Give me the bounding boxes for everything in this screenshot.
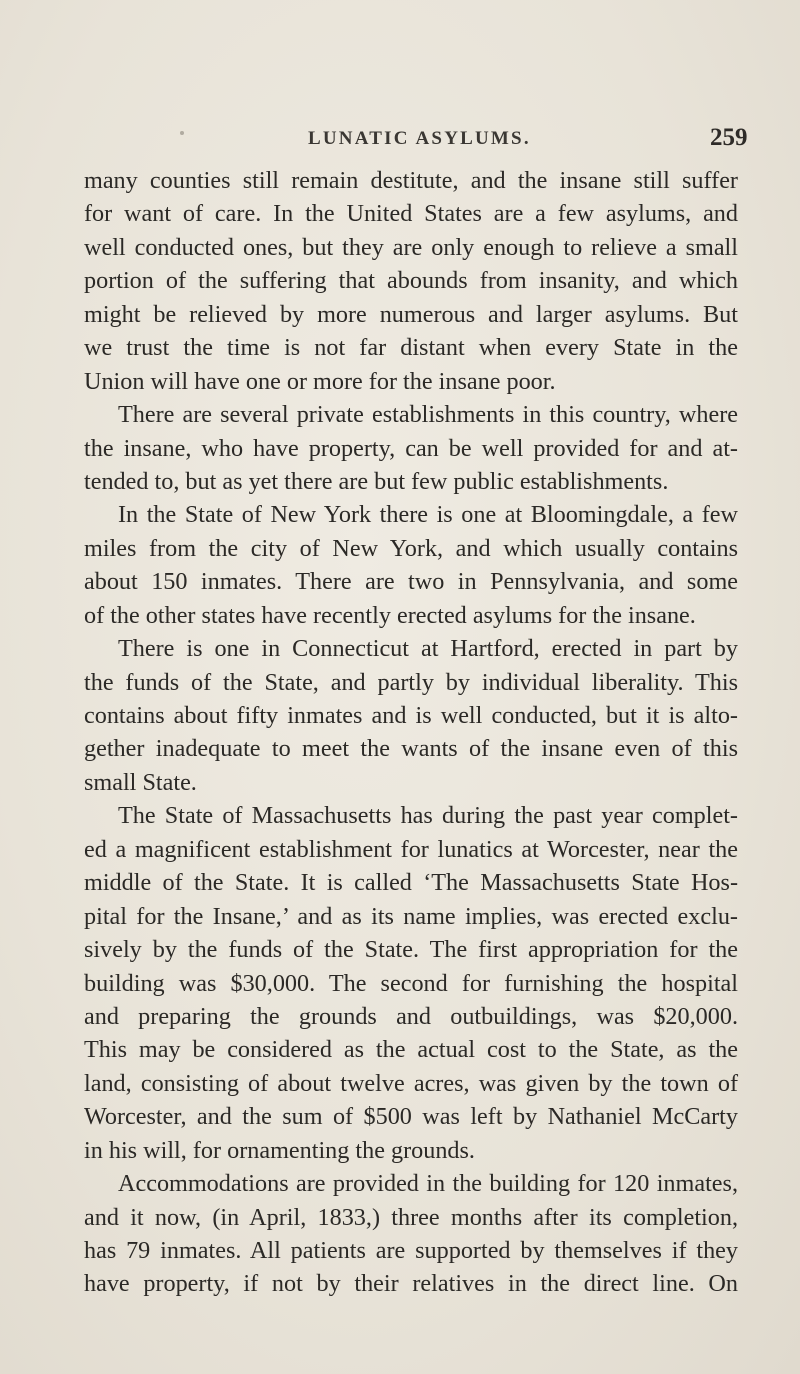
text-line: has 79 inmates. All patients are supported by themselves if they bbox=[84, 1237, 738, 1264]
text-line: of the other states have recently erected asylums for the insane. bbox=[84, 601, 696, 629]
page-number: 259 bbox=[710, 124, 748, 151]
text-line: in his will, for ornamenting the grounds. bbox=[84, 1136, 475, 1164]
text-line: This may be considered as the actual cost to the State, as the bbox=[84, 1036, 738, 1064]
text-line: land, consisting of about twelve acres, was given by the town of bbox=[84, 1069, 738, 1097]
text-line: might be relieved by more numerous and larger asylums. But bbox=[84, 300, 738, 328]
text-line: contains about fifty inmates and is well conducted, but it is alto- bbox=[84, 702, 738, 729]
text-line: Accommodations are provided in the building for 120 inmates, bbox=[118, 1170, 738, 1198]
text-line: There are several private establishments in this country, where bbox=[118, 401, 738, 429]
text-line: Union will have one or more for the insane poor. bbox=[84, 367, 556, 395]
text-line: pital for the Insane,’ and as its name implies, was erected exclu- bbox=[84, 902, 738, 930]
body-text bbox=[84, 164, 738, 1301]
text-line: and preparing the grounds and outbuildings, was $20,000. bbox=[84, 1002, 738, 1030]
text-line: the insane, who have property, can be well provided for and at- bbox=[84, 434, 738, 462]
text-line: for want of care. In the United States are a few asylums, and bbox=[84, 200, 738, 228]
text-line: Worcester, and the sum of $500 was left by Nathaniel McCarty bbox=[84, 1103, 738, 1131]
text-line: well conducted ones, but they are only enough to relieve a small bbox=[84, 233, 738, 261]
text-line: The State of Massachusetts has during the past year complet- bbox=[118, 802, 738, 830]
text-line: building was $30,000. The second for furnishing the hospital bbox=[84, 969, 738, 997]
text-line: we trust the time is not far distant when every State in the bbox=[84, 334, 738, 362]
text-line: small State. bbox=[84, 768, 197, 796]
text-line: the funds of the State, and partly by individual liberality. This bbox=[84, 668, 738, 696]
text-line: ed a magnificent establishment for lunatics at Worcester, near the bbox=[84, 835, 738, 863]
text-line: portion of the suffering that abounds from insanity, and which bbox=[84, 267, 738, 295]
text-line: many counties still remain destitute, and the insane still suffer bbox=[84, 167, 738, 194]
text-line: gether inadequate to meet the wants of the insane even of this bbox=[84, 735, 738, 763]
text-line: sively by the funds of the State. The first appropriation for the bbox=[84, 936, 738, 964]
text-line: miles from the city of New York, and which usually contains bbox=[84, 534, 738, 562]
running-title: LUNATIC ASYLUMS. bbox=[308, 128, 531, 149]
text-line: tended to, but as yet there are but few public establishments. bbox=[84, 467, 669, 495]
text-line: There is one in Connecticut at Hartford, erected in part by bbox=[118, 635, 738, 663]
running-head bbox=[0, 124, 800, 158]
text-line: about 150 inmates. There are two in Pennsylvania, and some bbox=[84, 568, 738, 596]
text-line: middle of the State. It is called ‘The Massachusetts State Hos- bbox=[84, 869, 738, 897]
text-line: In the State of New York there is one at Bloomingdale, a few bbox=[118, 501, 738, 529]
text-line: have property, if not by their relatives in the direct line. On bbox=[84, 1270, 738, 1298]
text-line: and it now, (in April, 1833,) three months after its completion, bbox=[84, 1203, 738, 1231]
